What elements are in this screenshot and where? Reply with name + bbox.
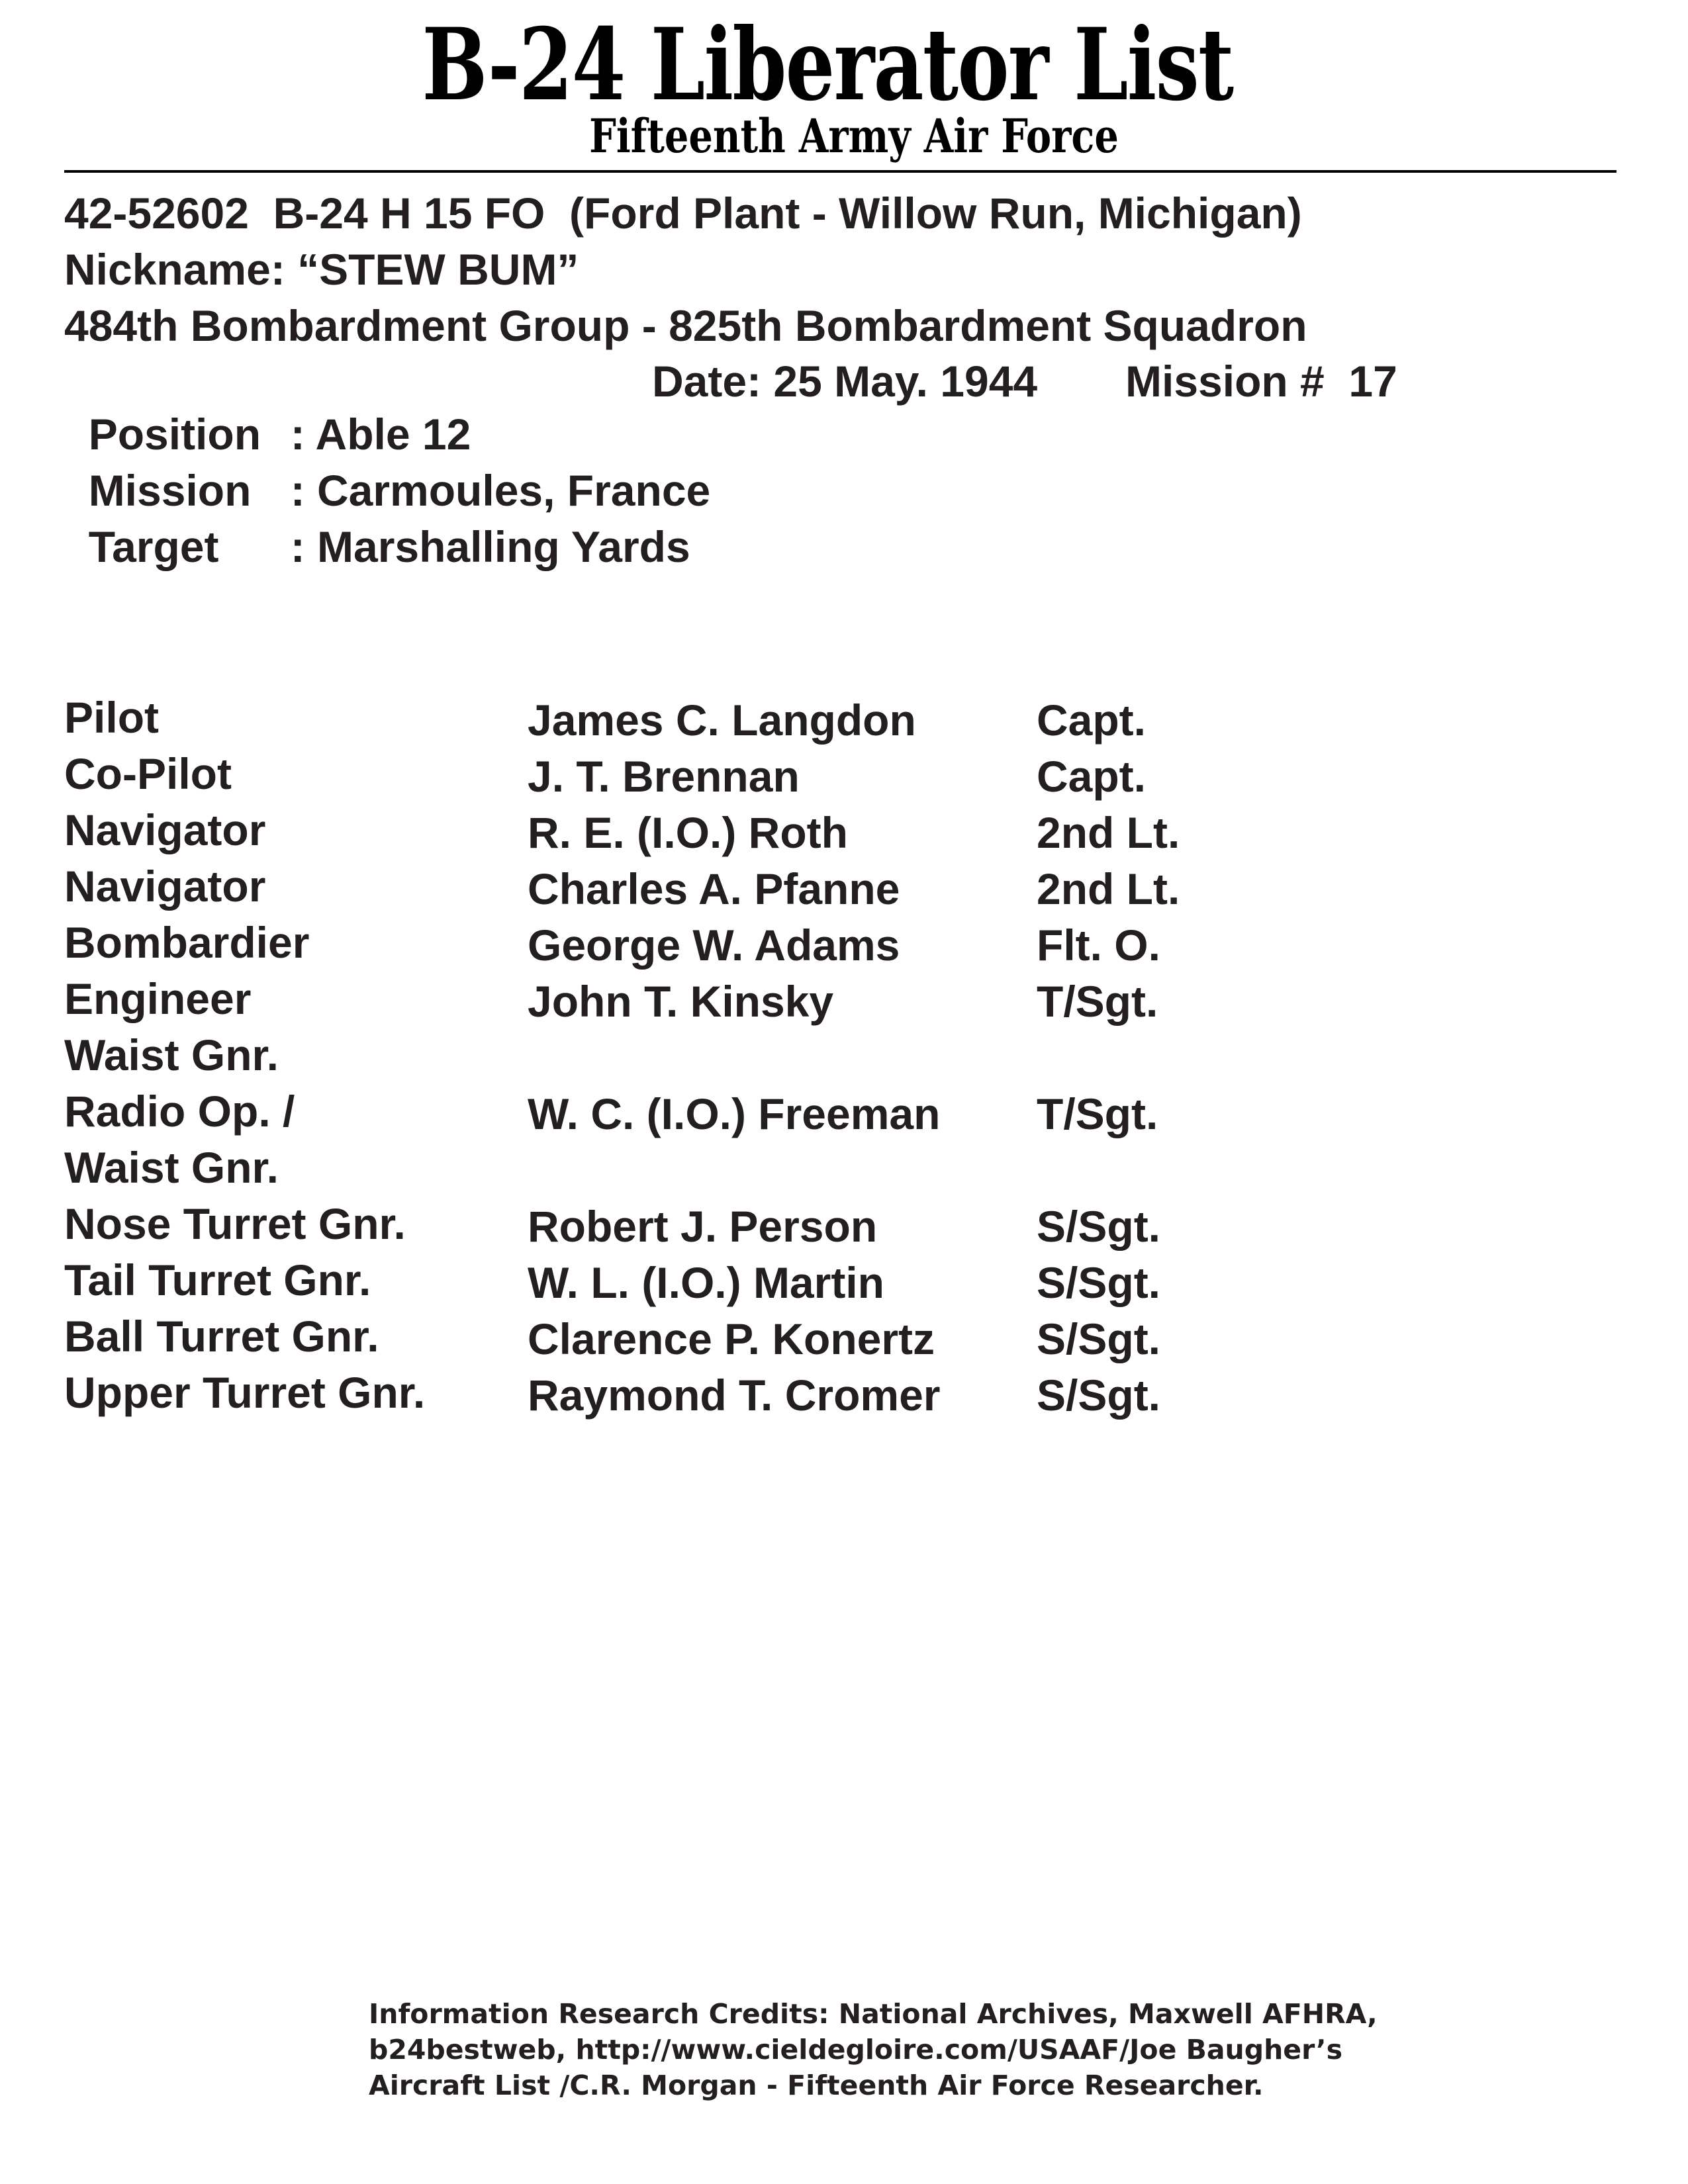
mission-label: Mission [88,466,252,515]
header-rule [64,170,1617,173]
mission-number: Mission # 17 [1125,357,1397,406]
crew-position: Radio Op. / [64,1087,295,1136]
crew-name: John T. Kinsky [528,977,834,1026]
unit-line: 484th Bombardment Group - 825th Bombardment Squadron [64,301,1307,350]
crew-rank: T/Sgt. [1037,1089,1158,1138]
crew-position: Waist Gnr. [64,1143,279,1192]
crew-rank: S/Sgt. [1037,1314,1161,1363]
mission-date: Date: 25 May. 1944 [652,357,1038,406]
crew-position: Co-Pilot [64,749,232,798]
crew-name: George W. Adams [528,921,900,970]
position-label: Position [88,410,261,459]
crew-rank: Capt. [1037,696,1146,745]
crew-position: Pilot [64,693,159,742]
credits-line: Aircraft List /C.R. Morgan - Fifteenth Air Force Researcher. [369,2070,1264,2101]
crew-position: Bombardier [64,918,310,967]
crew-position: Navigator [64,862,266,911]
mission-value: : Carmoules, France [290,466,711,515]
target-value: : Marshalling Yards [290,522,690,571]
crew-rank: S/Sgt. [1037,1202,1161,1251]
crew-name: W. C. (I.O.) Freeman [528,1089,941,1138]
target-line [64,467,690,573]
crew-name: Clarence P. Konertz [528,1314,935,1363]
crew-rank: S/Sgt. [1037,1258,1161,1307]
crew-rank: 2nd Lt. [1037,808,1180,857]
crew-name: Robert J. Person [528,1202,878,1251]
crew-rank: Capt. [1037,752,1146,801]
crew-position: Waist Gnr. [64,1030,279,1079]
position-value: : Able 12 [290,410,471,459]
crew-position: Engineer [64,974,252,1023]
crew-rank: 2nd Lt. [1037,864,1180,913]
credits-line: b24bestweb, http://www.cieldegloire.com/USAAF/Joe Baugher’s [369,2034,1343,2066]
serial-line: 42-52602 B-24 H 15 FO (Ford Plant - Willow Run, Michigan) [64,189,1302,238]
crew-name: W. L. (I.O.) Martin [528,1258,884,1307]
crew-name: Raymond T. Cromer [528,1371,941,1420]
crew-rank: T/Sgt. [1037,977,1158,1026]
research-credits [369,1996,1428,2103]
document-subtitle: Fifteenth Army Air Force [589,109,1119,163]
crew-position: Tail Turret Gnr. [64,1255,371,1304]
crew-rank: S/Sgt. [1037,1371,1161,1420]
crew-position: Upper Turret Gnr. [64,1368,426,1417]
crew-position: Navigator [64,805,266,854]
nickname-line: Nickname: “STEW BUM” [64,245,579,294]
crew-rank: Flt. O. [1037,921,1160,970]
crew-position: Nose Turret Gnr. [64,1199,406,1248]
crew-name: James C. Langdon [528,696,916,745]
crew-name: Charles A. Pfanne [528,864,900,913]
crew-name: J. T. Brennan [528,752,800,801]
credits-line: Information Research Credits: National Archives, Maxwell AFHRA, [369,1998,1378,2030]
document-title: B-24 Liberator List [422,7,1233,123]
crew-position: Ball Turret Gnr. [64,1312,379,1361]
crew-name: R. E. (I.O.) Roth [528,808,848,857]
target-label: Target [88,522,219,571]
